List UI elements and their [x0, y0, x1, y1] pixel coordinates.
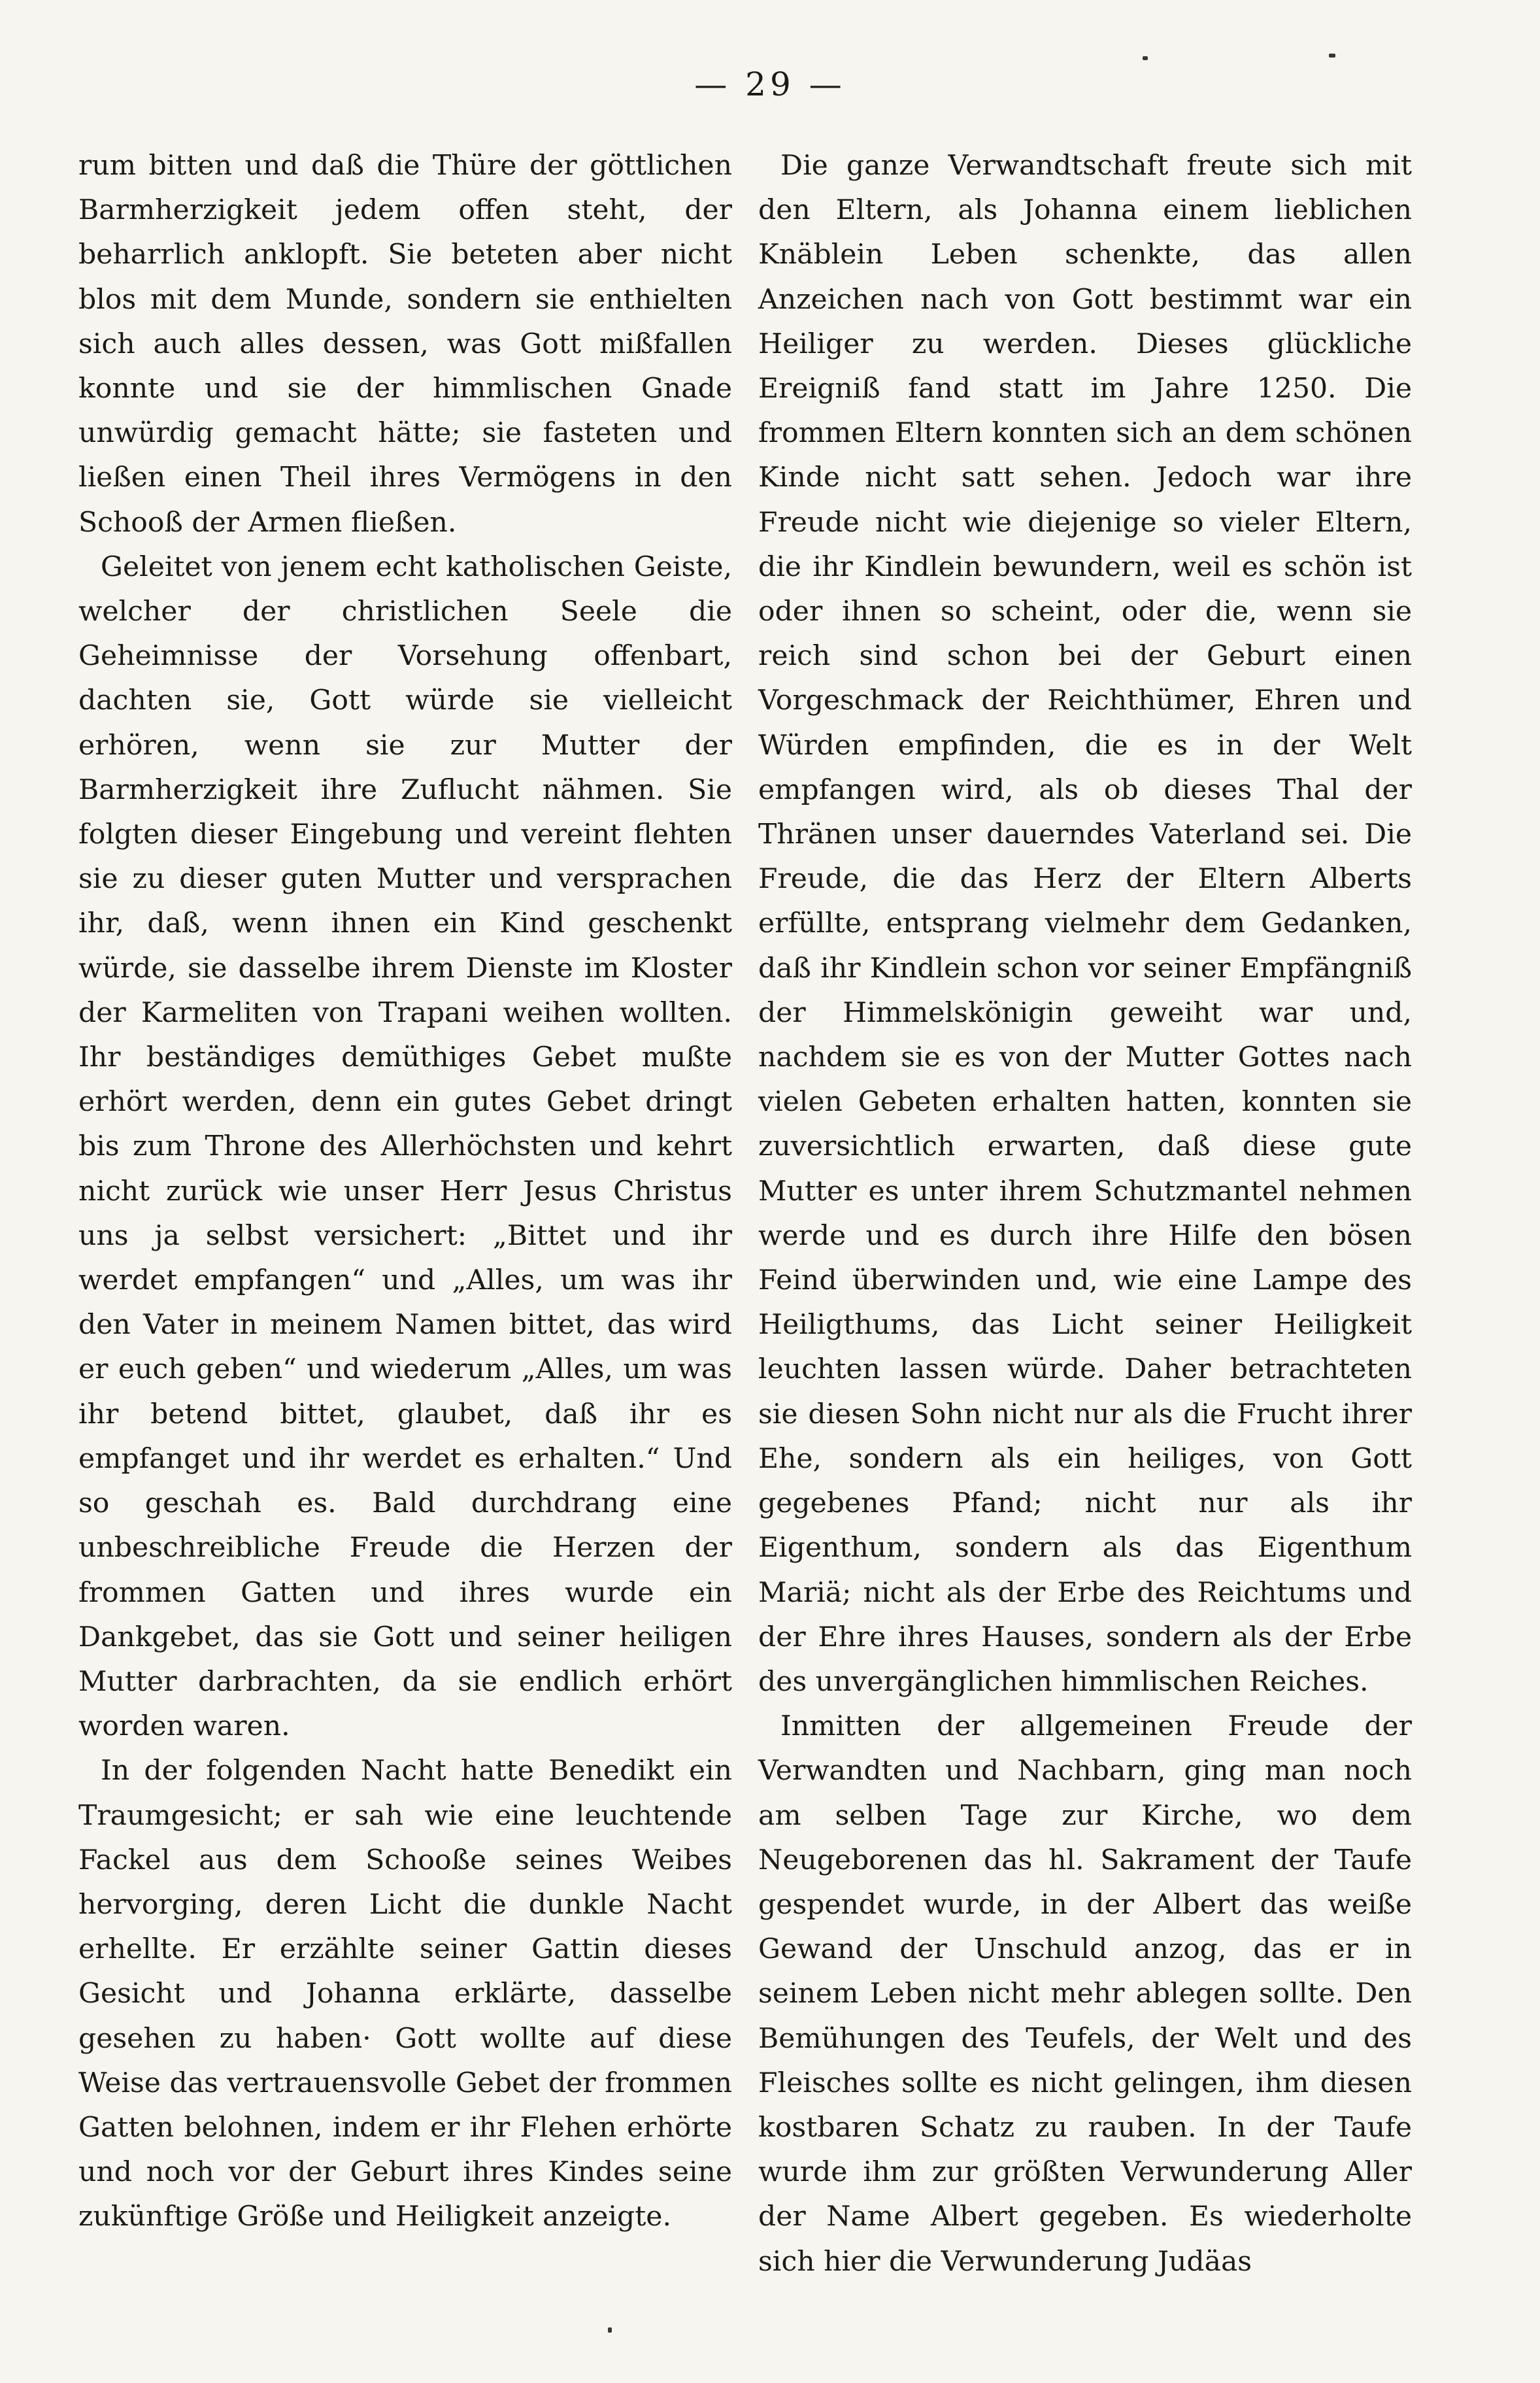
left-paragraph-1: rum bitten und daß die Thüre der göttlichen Barmherzigkeit jedem offen steht, der beharrlich anklopft. Sie beteten aber nicht blos mit dem Munde, sondern sie enthielten sich auch alles dessen, was Gott mißfallen konnte und sie der himmlischen Gnade unwürdig gemacht hätte; sie fasteten und ließen einen Theil ihres Vermögens in den Schooß der Armen fließen. — [78, 150, 732, 539]
left-paragraph-2: Geleitet von jenem echt katholischen Geiste, welcher der christlichen Seele die Geheimnisse der Vorsehung offenbart, dachten sie, Gott würde sie vielleicht erhören, wenn sie zur Mutter der Barmherzigkeit ihre Zuflucht nähmen. Sie folgten dieser Eingebung und vereint flehten sie zu dieser guten Mutter und versprachen ihr, daß, wenn ihnen ein Kind geschenkt würde, sie dasselbe ihrem Dienste im Kloster der Karmeliten von Trapani weihen wollten. Ihr beständiges demüthiges Gebet mußte erhört werden, denn ein gutes Gebet dringt bis zum Throne des Allerhöchsten und kehrt nicht zurück wie unser Herr Jesus Christus uns ja selbst versichert: „Bittet und ihr werdet empfangen“ und „Alles, um was ihr den Vater in meinem Namen bittet, das wird er euch geben“ und wiederum „Alles, um was ihr betend bittet, glaubet, daß ihr es empfanget und ihr werdet es erhalten.“ Und so geschah es. Bald durchdrang eine unbeschreibliche Freude die Herzen der frommen Gatten und ihres wurde ein Dankgebet, das sie Gott und seiner heiligen Mutter darbrachten, da sie endlich erhört worden waren. — [78, 550, 732, 1743]
page-number: — 29 — — [694, 65, 846, 103]
left-paragraph-3: In der folgenden Nacht hatte Benedikt ein Traumgesicht; er sah wie eine leuchtende Fackel aus dem Schooße seines Weibes hervorging, deren Licht die dunkle Nacht erhellte. Er erzählte seiner Gattin dieses Gesicht und Johanna erklärte, dasselbe gesehen zu haben· Gott wollte auf diese Weise das vertrauensvolle Gebet der frommen Gatten belohnen, indem er ihr Flehen erhörte und noch vor der Geburt ihres Kindes seine zukünftige Größe und Heiligkeit anzeigte. — [78, 1755, 732, 2233]
right-paragraph-2: Inmitten der allgemeinen Freude der Verwandten und Nachbarn, ging man noch am selben Tage zur Kirche, wo dem Neugeborenen das hl. Sakrament der Taufe gespendet wurde, in der Albert das weiße Gewand der Unschuld anzog, das er in seinem Leben nicht mehr ablegen sollte. Den Bemühungen des Teufels, der Welt und des Fleisches sollte es nicht gelingen, ihm diesen kostbaren Schatz zu rauben. In der Taufe wurde ihm zur größten Verwunderung Aller der Name Albert gegeben. Es wiederholte sich hier die Verwunderung Judäas — [758, 1710, 1412, 2278]
left-column — [78, 144, 732, 2240]
right-column — [758, 144, 1412, 2284]
right-paragraph-1: Die ganze Verwandtschaft freute sich mit den Eltern, als Johanna einem lieblichen Knäblein Leben schenkte, das allen Anzeichen nach von Gott bestimmt war ein Heiliger zu werden. Dieses glückliche Ereigniß fand statt im Jahre 1250. Die frommen Eltern konnten sich an dem schönen Kinde nicht satt sehen. Jedoch war ihre Freude nicht wie diejenige so vieler Eltern, die ihr Kindlein bewundern, weil es schön ist oder ihnen so scheint, oder die, wenn sie reich sind schon bei der Geburt einen Vorgeschmack der Reichthümer, Ehren und Würden empfinden, die es in der Welt empfangen wird, als ob dieses Thal der Thränen unser dauerndes Vaterland sei. Die Freude, die das Herz der Eltern Alberts erfüllte, entsprang vielmehr dem Gedanken, daß ihr Kindlein schon vor seiner Empfängniß der Himmelskönigin geweiht war und, nachdem sie es von der Mutter Gottes nach vielen Gebeten erhalten hatten, konnten sie zuversichtlich erwarten, daß diese gute Mutter es unter ihrem Schutzmantel nehmen werde und es durch ihre Hilfe den bösen Feind überwinden und, wie eine Lampe des Heiligthums, das Licht seiner Heiligkeit leuchten lassen würde. Daher betrachteten sie diesen Sohn nicht nur als die Frucht ihrer Ehe, sondern als ein heiliges, von Gott gegebenes Pfand; nicht nur als ihr Eigenthum, sondern als das Eigenthum Mariä; nicht als der Erbe des Reichtums und der Ehre ihres Hauses, sondern als der Erbe des unvergänglichen himmlischen Reiches. — [758, 150, 1412, 1698]
print-speck — [1143, 56, 1148, 60]
print-speck — [1329, 54, 1335, 58]
print-speck — [608, 2327, 612, 2333]
